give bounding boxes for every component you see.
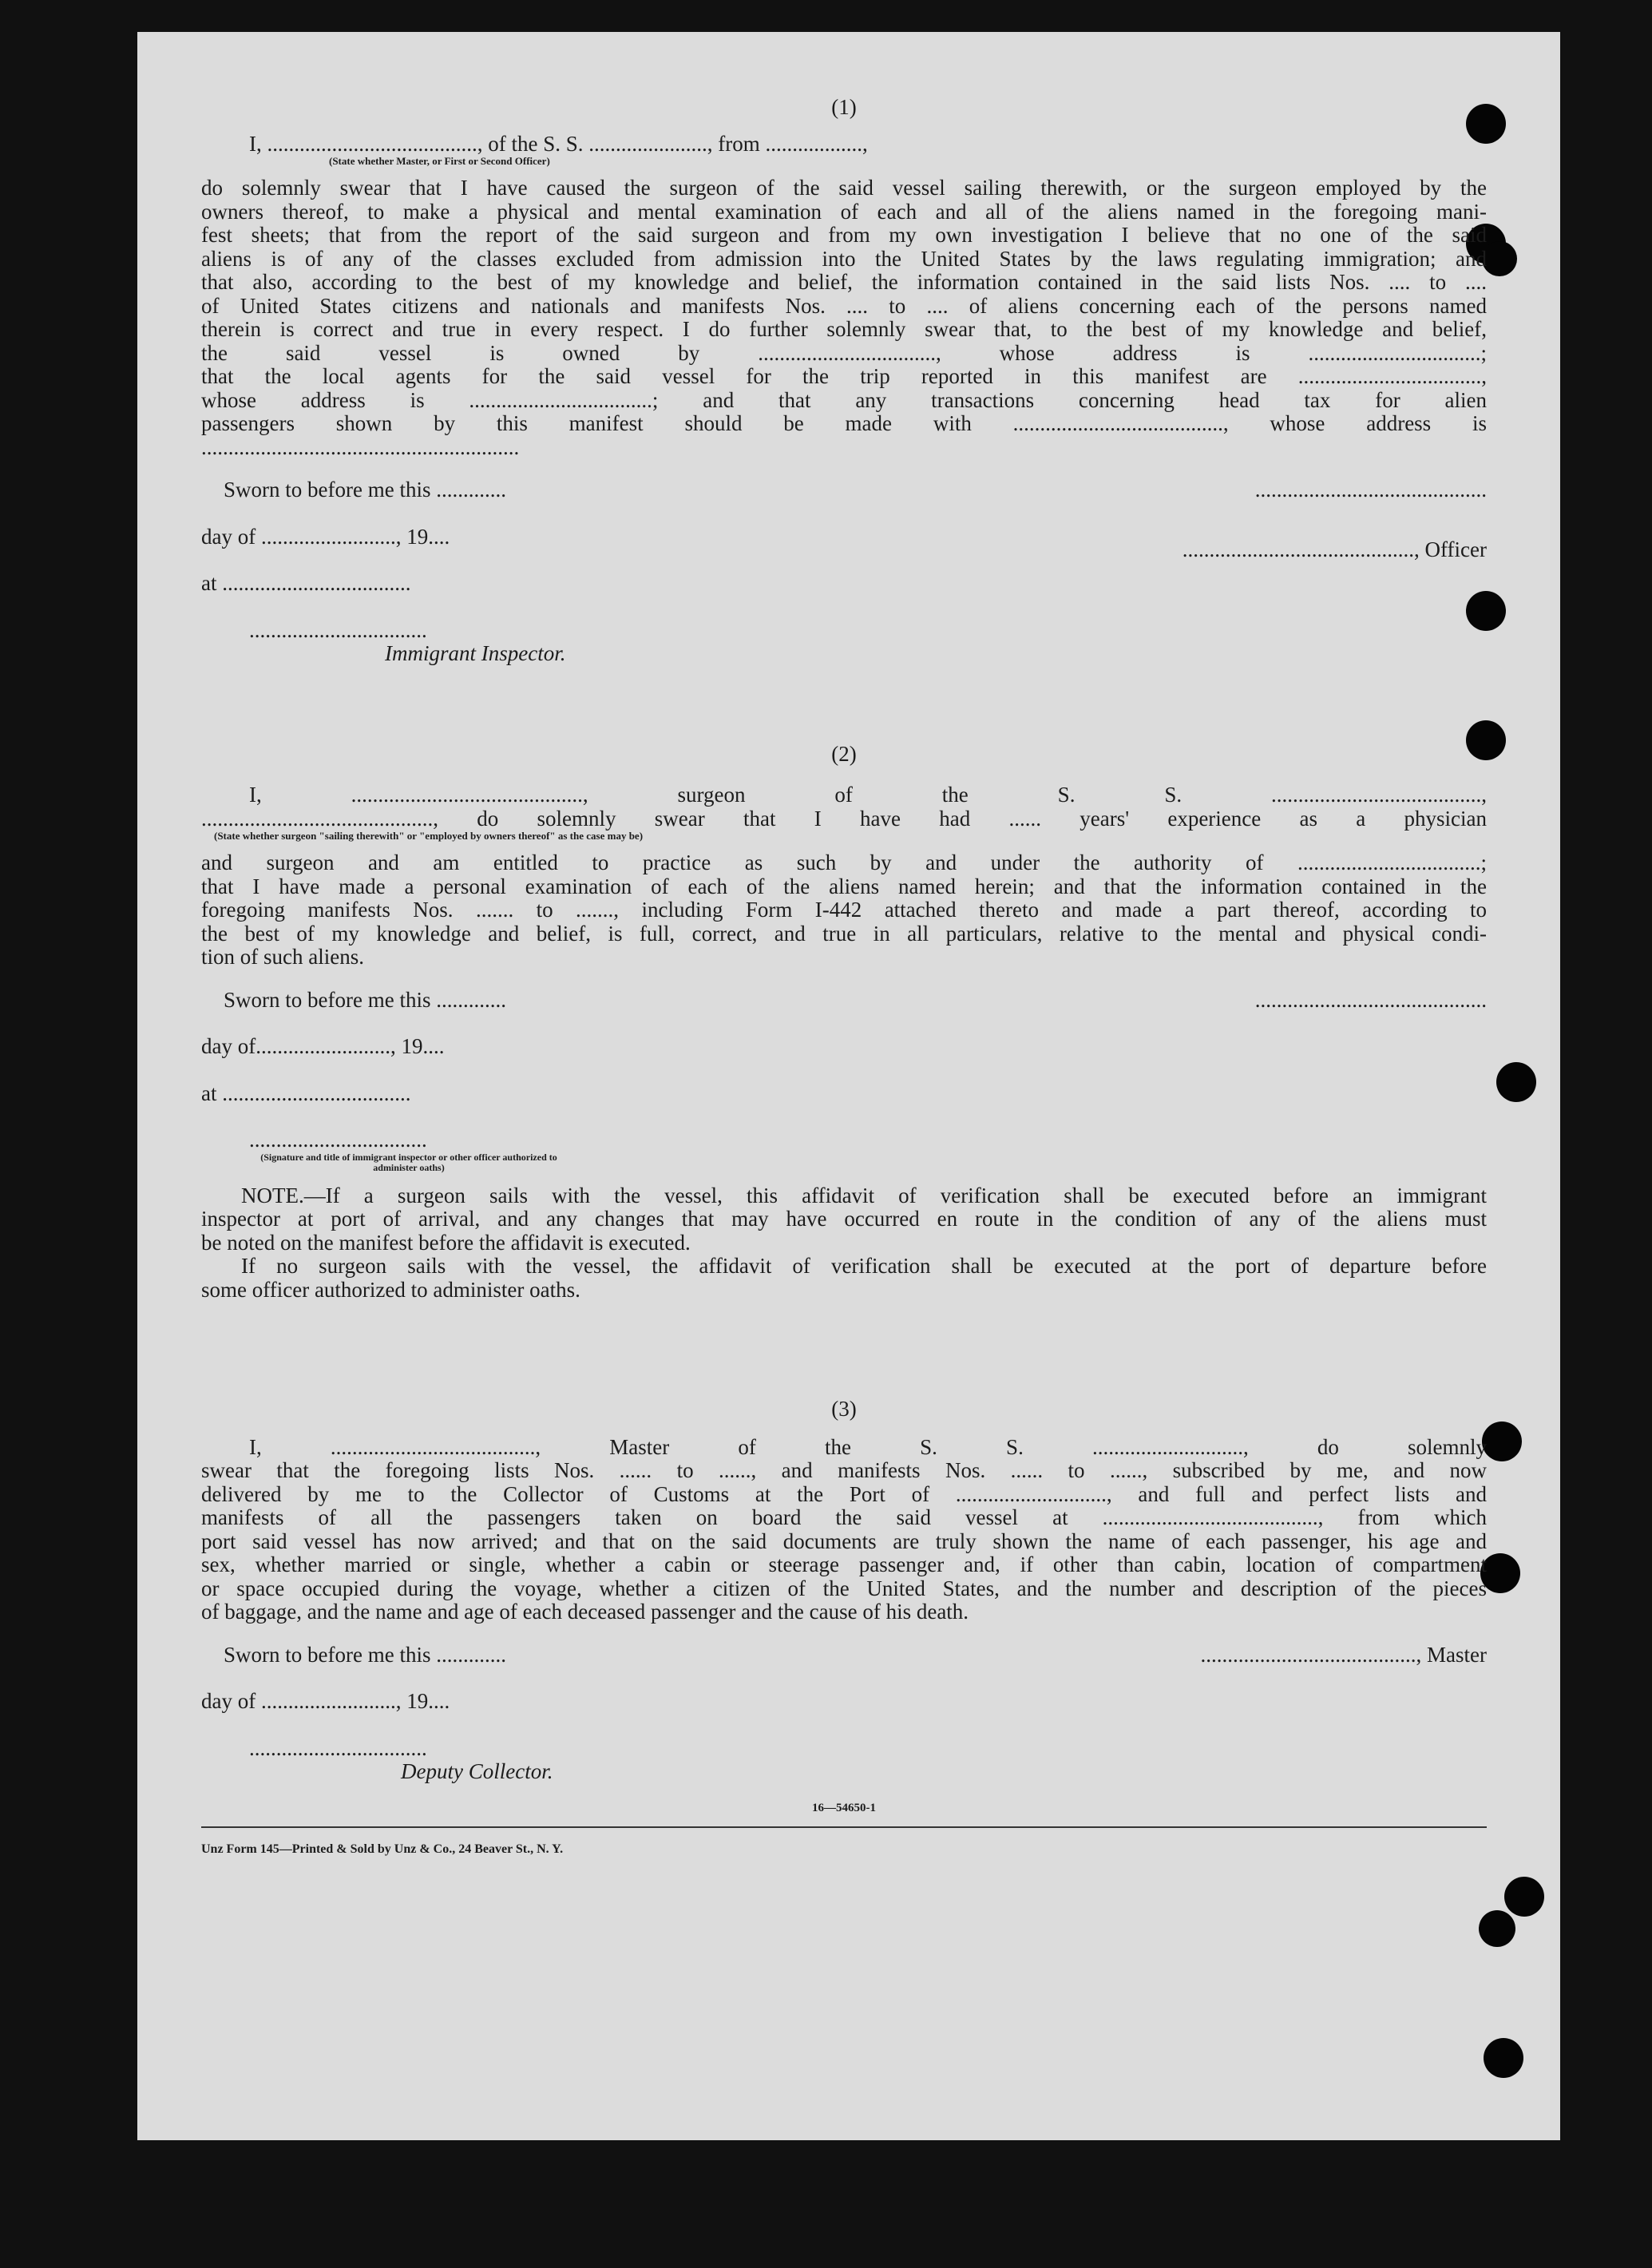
inspector-caption: Immigrant Inspector. — [385, 641, 566, 665]
body-line: swear that the foregoing lists Nos. ...... to ......, and manifests Nos. ...... to ......, subscribed by me, and now — [201, 1458, 1487, 1482]
deputy-dots: ................................. — [249, 1735, 427, 1760]
at-line: at ................................... — [201, 1080, 411, 1105]
body-line: and surgeon and am entitled to practice as such by and under the authority of ..................................; — [201, 850, 1487, 874]
binder-hole — [1496, 1062, 1536, 1102]
inspector-signature-block — [201, 1128, 648, 1173]
section-2-line-2-hint: (State whether surgeon "sailing therewith" or "employed by owners thereof" as the case may be) — [214, 830, 644, 842]
sworn-line: Sworn to before me this ............. — [224, 987, 506, 1012]
sworn-line: Sworn to before me this ............. — [224, 1642, 506, 1667]
note-line: inspector at port of arrival, and any changes that may have occurred en route in the condition of any of the aliens must — [201, 1207, 1487, 1231]
signature-line: ........................................... — [1254, 987, 1487, 1012]
body-line: whose address is ..................................; and that any transactions concerning head tax for alien — [201, 387, 1487, 412]
body-line: do solemnly swear that I have caused the surgeon of the said vessel sailing therewith, or the surgeon employed by the — [201, 176, 1487, 200]
body-line: sex, whether married or single, whether a cabin or steerage passenger and, if other than cabin, location of compartment — [201, 1552, 1487, 1576]
body-line: or space occupied during the voyage, whether a citizen of the United States, and the number and description of the pieces — [201, 1576, 1487, 1600]
binder-hole — [1504, 1877, 1544, 1917]
binder-hole — [1484, 2038, 1523, 2078]
signature-line: ........................................... — [1254, 478, 1487, 502]
body-line: passengers shown by this manifest should be made with ......................................., whose address is — [201, 411, 1487, 435]
at-line: at ................................... — [201, 571, 411, 595]
body-line: owners thereof, to make a physical and mental examination of each and all of the aliens named in the foregoing mani- — [201, 199, 1487, 224]
section-3-number: (3) — [831, 1397, 857, 1421]
body-line: that I have made a personal examination of each of the aliens named herein; and that the information contained in the — [201, 874, 1487, 898]
body-line: delivered by me to the Collector of Customs at the Port of ............................, and full and perfect lists and — [201, 1481, 1487, 1506]
master-line: ........................................, Master — [1200, 1642, 1487, 1667]
section-1-number: (1) — [831, 95, 857, 119]
signature-dots: ................................. — [249, 1128, 427, 1152]
body-line: manifests of all the passengers taken on board the said vessel at ........................................, from which — [201, 1505, 1487, 1529]
section-3-body — [201, 1436, 1487, 1624]
body-line: of United States citizens and nationals and manifests Nos. .... to .... of aliens concerning each of the persons named — [201, 293, 1487, 318]
signature-caption: (Signature and title of immigrant inspector or other officer authorized to administer oaths) — [260, 1151, 557, 1173]
form-code: 16—54650-1 — [812, 1801, 876, 1814]
note-line: NOTE.—If a surgeon sails with the vessel, this affidavit of verification shall be executed before an immigrant — [241, 1183, 1487, 1207]
section-1-body — [201, 176, 1487, 459]
note-line: If no surgeon sails with the vessel, the affidavit of verification shall be executed at the port of departure before — [241, 1254, 1487, 1278]
section-2-number: (2) — [831, 741, 857, 766]
printer-footer: Unz Form 145—Printed & Sold by Unz & Co., 24 Beaver St., N. Y. — [201, 1842, 564, 1856]
note-line: some officer authorized to administer oaths. — [201, 1277, 580, 1302]
deputy-caption: Deputy Collector. — [401, 1759, 553, 1783]
body-line: I, ......................................, Master of the S. S. ............................, do solemnly — [249, 1434, 1487, 1459]
body-line: foregoing manifests Nos. ....... to ......., including Form I-442 attached thereto and made a part thereof, according to — [201, 898, 1487, 922]
section-2-line-1: I, ..........................................., surgeon of the S. S. ......................................., — [249, 783, 1487, 807]
section-2-body — [201, 851, 1487, 969]
body-line: that the local agents for the said vessel for the trip reported in this manifest are .................................., — [201, 364, 1487, 388]
sworn-line: Sworn to before me this ............. — [224, 478, 506, 502]
note-line: be noted on the manifest before the affidavit is executed. — [201, 1230, 691, 1255]
body-line: the best of my knowledge and belief, is full, correct, and true in all particulars, relative to the mental and physical condi- — [201, 921, 1487, 946]
binder-hole — [1482, 1421, 1522, 1461]
binder-hole — [1482, 241, 1517, 276]
section-2-line-2: ..........................................., do solemnly swear that I have had ...... years' experience as a physician — [201, 806, 1487, 831]
day-line: day of........................., 19.... — [201, 1034, 445, 1058]
day-line: day of ........................., 19.... — [201, 524, 450, 549]
body-line: the said vessel is owned by ................................., whose address is ................................; — [201, 340, 1487, 365]
body-line: port said vessel has now arrived; and that on the said documents are truly shown the name of each passenger, his age and — [201, 1529, 1487, 1553]
body-line: that also, according to the best of my knowledge and belief, the information contained in the said lists Nos. .... to .... — [201, 270, 1487, 294]
sworn-block — [201, 478, 648, 502]
note-block — [201, 1184, 1487, 1303]
form-content — [201, 96, 1487, 1862]
binder-hole — [1479, 1910, 1515, 1947]
day-line: day of ........................., 19.... — [201, 1689, 450, 1713]
body-line: ........................................................... — [201, 434, 520, 459]
section-1-line-1: I, ......................................., of the S. S. ......................, from .................., — [249, 131, 868, 156]
body-line: therein is correct and true in every respect. I do further solemnly swear that, to the best of my knowledge and belief, — [201, 317, 1487, 341]
body-line: of baggage, and the name and age of each deceased passenger and the cause of his death. — [201, 1600, 969, 1624]
inspector-dots: ................................. — [249, 617, 427, 642]
body-line: tion of such aliens. — [201, 945, 364, 969]
body-line: fest sheets; that from the report of the said surgeon and from my own investigation I believe that no one of the said — [201, 223, 1487, 247]
body-line: aliens is of any of the classes excluded from admission into the United States by the laws regulating immigration; and — [201, 246, 1487, 271]
section-1-line-1-hint: (State whether Master, or First or Second Officer) — [329, 155, 550, 167]
officer-line: ..........................................., Officer — [1182, 537, 1487, 561]
form-page — [137, 32, 1560, 2140]
